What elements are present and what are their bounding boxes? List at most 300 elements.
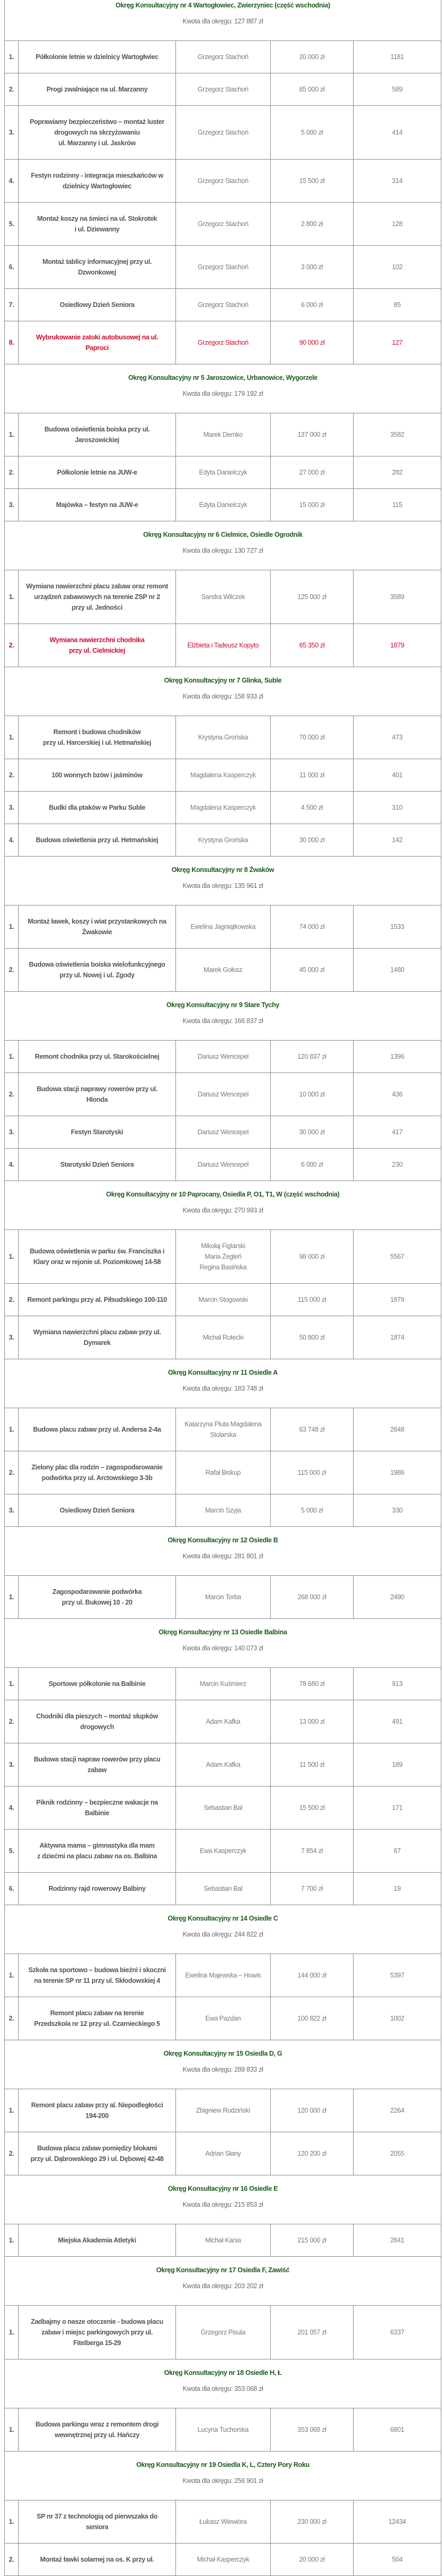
projects-table <box>4 0 441 2576</box>
district-budget: Kwota dla okręgu: 281 801 zł <box>182 1552 263 1560</box>
project-author: Dariusz Wencepel <box>176 1116 271 1149</box>
project-row <box>5 1149 441 1181</box>
project-title: Budowa oświetlenia boiska przy ul. Jaroszowickiej <box>19 413 176 456</box>
project-votes: 2264 <box>354 2089 441 2132</box>
project-cost: 11 500 zł <box>271 1743 354 1786</box>
project-cost: 10 000 zł <box>271 1073 354 1116</box>
district-title: Okręg Konsultacyjny nr 15 Osiedla D, G <box>163 2050 282 2057</box>
project-row <box>5 1316 441 1359</box>
project-row <box>5 2306 441 2359</box>
project-row <box>5 2089 441 2132</box>
district-budget: Kwota dla okręgu: 270 993 zł <box>182 1207 263 1214</box>
project-cost: 215 000 zł <box>271 2224 354 2257</box>
project-author: Mikołaj Figlarski Maria Żegleń Regina Basińska <box>176 1230 271 1284</box>
project-votes: 189 <box>354 1743 441 1786</box>
project-number: 3. <box>5 489 19 521</box>
project-cost: 50 800 zł <box>271 1316 354 1359</box>
project-number: 6. <box>5 1873 19 1905</box>
project-title: Wymiana nawierzchni placu zabaw przy ul. Dymarek <box>19 1316 176 1359</box>
project-row <box>5 759 441 792</box>
projects-results-page <box>4 0 441 2576</box>
project-row <box>5 824 441 857</box>
project-number: 1. <box>5 2306 19 2359</box>
district-title: Okręg Konsultacyjny nr 13 Osiedle Balbina <box>158 1628 287 1636</box>
project-title: Remont parkingu przy al. Piłsudskiego 100-110 <box>19 1284 176 1316</box>
project-number: 4. <box>5 160 19 203</box>
project-cost: 3 000 zł <box>271 246 354 289</box>
project-number: 7. <box>5 289 19 321</box>
project-votes: 230 <box>354 1149 441 1181</box>
project-number: 5. <box>5 1830 19 1873</box>
project-votes: 3582 <box>354 413 441 456</box>
project-author: Zbigniew Rudziński <box>176 2089 271 2132</box>
district-title: Okręg Konsultacyjny nr 19 Osiedla K, L, Cztery Pory Roku <box>136 2461 309 2469</box>
project-title: Półkolonie letnie w dzielnicy Wartogłwiec <box>19 41 176 73</box>
project-number: 1. <box>5 41 19 73</box>
project-votes: 1181 <box>354 41 441 73</box>
project-author: Ewa Pazdan <box>176 1997 271 2040</box>
project-title: Wymiana nawierzchni placu zabaw oraz remont urządzeń zabawowych na terenie ZSP nr 2 przy ul. Jedności <box>19 570 176 624</box>
district-header-row <box>5 0 441 41</box>
project-author: Adam Kafka <box>176 1700 271 1743</box>
project-votes: 171 <box>354 1786 441 1830</box>
project-row <box>5 456 441 489</box>
project-author: Krystyna Grońska <box>176 716 271 759</box>
project-cost: 90 000 zł <box>271 321 354 364</box>
project-number: 1. <box>5 1230 19 1284</box>
project-number: 1. <box>5 905 19 949</box>
district-header <box>5 1359 441 1408</box>
project-row <box>5 41 441 73</box>
district-budget: Kwota dla okręgu: 353 068 zł <box>182 2385 263 2392</box>
project-number: 3. <box>5 792 19 824</box>
project-number: 2. <box>5 949 19 992</box>
project-cost: 120 000 zł <box>271 2089 354 2132</box>
project-author: Sebastian Bal <box>176 1786 271 1830</box>
project-title: Budowa oświetlenia przy ul. Hetmańskiej <box>19 824 176 857</box>
project-row <box>5 1743 441 1786</box>
district-budget: Kwota dla okręgu: 179 192 zł <box>182 390 263 397</box>
project-title: Budowa placu zabaw przy ul. Andersa 2-4a <box>19 1408 176 1451</box>
district-title: Okręg Konsultacyjny nr 4 Wartogłowiec, Zwierzyniec (część wschodnia) <box>115 2 330 9</box>
project-number: 1. <box>5 1408 19 1451</box>
district-budget: Kwota dla okręgu: 166 837 zł <box>182 1017 263 1025</box>
project-author: Rafał Biskup <box>176 1451 271 1494</box>
project-author: Grzegorz Stachoń <box>176 246 271 289</box>
district-header <box>5 364 441 413</box>
district-header <box>5 2040 441 2089</box>
project-votes: 417 <box>354 1116 441 1149</box>
projects-table-body <box>5 0 441 2576</box>
project-title: Wybrukowanie zatoki autobusowej na ul. Paproci <box>19 321 176 364</box>
project-votes: 102 <box>354 246 441 289</box>
project-cost: 7 854 zł <box>271 1830 354 1873</box>
project-number: 2. <box>5 1284 19 1316</box>
project-title: Zielony plac dla rodzin – zagospodarowanie podwórka przy ul. Arctowskiego 3-3b <box>19 1451 176 1494</box>
project-votes: 401 <box>354 759 441 792</box>
project-votes: 85 <box>354 289 441 321</box>
project-title: Remont placu zabaw na terenie Przedszkola nr 12 przy ul. Czarnieckiego 5 <box>19 1997 176 2040</box>
project-number: 1. <box>5 2500 19 2544</box>
district-budget: Kwota dla okręgu: 203 202 zł <box>182 2282 263 2290</box>
district-title: Okręg Konsultacyjny nr 17 Osiedla F, Zawiść <box>156 2266 290 2274</box>
project-title: Zagospodarowanie podwórka przy ul. Bukowej 10 - 20 <box>19 1576 176 1619</box>
project-votes: 2841 <box>354 2224 441 2257</box>
project-row <box>5 570 441 624</box>
project-votes: 2055 <box>354 2132 441 2175</box>
project-cost: 144 000 zł <box>271 1954 354 1997</box>
project-title: Wymiana nawierzchni chodnika przy ul. Cielmickiej <box>19 624 176 667</box>
project-cost: 65 000 zł <box>271 73 354 106</box>
project-row <box>5 1451 441 1494</box>
project-author: Marcin Szyja <box>176 1494 271 1527</box>
project-cost: 45 000 zł <box>271 949 354 992</box>
district-header <box>5 667 441 716</box>
project-number: 4. <box>5 824 19 857</box>
project-title: Budowa oświetlenia boiska wielofunkcyjnego przy ul. Nowej i ul. Zgody <box>19 949 176 992</box>
project-number: 2. <box>5 2132 19 2175</box>
district-header-row <box>5 1181 441 1230</box>
project-number: 3. <box>5 1116 19 1149</box>
project-row <box>5 2132 441 2175</box>
project-votes: 1879 <box>354 1284 441 1316</box>
district-budget: Kwota dla okręgu: 158 933 zł <box>182 693 263 700</box>
project-row <box>5 203 441 246</box>
project-author: Ewelina Jagniątkowska <box>176 905 271 949</box>
district-header <box>5 2175 441 2224</box>
project-row <box>5 1284 441 1316</box>
project-row <box>5 792 441 824</box>
project-row <box>5 2408 441 2452</box>
project-number: 3. <box>5 1494 19 1527</box>
project-author: Ewa Kasperczyk <box>176 1830 271 1873</box>
project-author: Michał Kania <box>176 2224 271 2257</box>
project-author: Katarzyna Pluta Magdalena Stolarska <box>176 1408 271 1451</box>
district-header-row <box>5 2257 441 2306</box>
project-votes: 127 <box>354 321 441 364</box>
project-number: 1. <box>5 716 19 759</box>
project-row <box>5 1494 441 1527</box>
project-author: Edyta Danielczyk <box>176 489 271 521</box>
project-title: Rodzinny rajd rowerowy Balbiny <box>19 1873 176 1905</box>
project-author: Marcin Torba <box>176 1576 271 1619</box>
project-title: Chodniki dla pieszych – montaż słupków drogowych <box>19 1700 176 1743</box>
project-author: Krystyna Grońska <box>176 824 271 857</box>
district-header <box>5 1181 441 1230</box>
project-author: Lucyna Tuchorska <box>176 2408 271 2452</box>
project-cost: 5 000 zł <box>271 1494 354 1527</box>
project-row <box>5 624 441 667</box>
project-cost: 120 200 zł <box>271 2132 354 2175</box>
project-cost: 27 000 zł <box>271 456 354 489</box>
project-row <box>5 1230 441 1284</box>
project-cost: 78 680 zł <box>271 1668 354 1700</box>
project-title: Półkolonie letnie na JUW-e <box>19 456 176 489</box>
project-row <box>5 1408 441 1451</box>
project-title: Montaż ławki solarnej na os. K przy ul. <box>19 2544 176 2576</box>
project-cost: 115 000 zł <box>271 1284 354 1316</box>
project-votes: 19 <box>354 1873 441 1905</box>
district-title: Okręg Konsultacyjny nr 7 Glinka, Suble <box>164 677 282 684</box>
project-votes: 414 <box>354 106 441 160</box>
project-row <box>5 246 441 289</box>
project-cost: 125 000 zł <box>271 570 354 624</box>
district-title: Okręg Konsultacyjny nr 16 Osiedle E <box>167 2185 278 2192</box>
project-votes: 282 <box>354 456 441 489</box>
project-votes: 491 <box>354 1700 441 1743</box>
project-row <box>5 949 441 992</box>
project-votes: 330 <box>354 1494 441 1527</box>
project-title: Festyn Starotyski <box>19 1116 176 1149</box>
project-votes: 1879 <box>354 624 441 667</box>
project-cost: 15 500 zł <box>271 160 354 203</box>
project-cost: 115 000 zł <box>271 1451 354 1494</box>
district-header-row <box>5 1619 441 1668</box>
project-row <box>5 1073 441 1116</box>
district-header-row <box>5 521 441 570</box>
district-header <box>5 857 441 905</box>
district-header-row <box>5 364 441 413</box>
project-votes: 504 <box>354 2544 441 2576</box>
district-header <box>5 2452 441 2500</box>
project-number: 2. <box>5 2544 19 2576</box>
project-cost: 11 000 zł <box>271 759 354 792</box>
district-budget: Kwota dla okręgu: 127 887 zł <box>182 18 263 25</box>
project-cost: 100 822 zł <box>271 1997 354 2040</box>
project-votes: 6801 <box>354 2408 441 2452</box>
district-budget: Kwota dla okręgu: 215 853 zł <box>182 2201 263 2208</box>
project-author: Łukasz Wiewióra <box>176 2500 271 2544</box>
project-author: Sebastian Bal <box>176 1873 271 1905</box>
project-author: Grzegorz Stachoń <box>176 289 271 321</box>
project-row <box>5 1830 441 1873</box>
project-title: Budki dla ptaków w Parku Suble <box>19 792 176 824</box>
project-votes: 1874 <box>354 1316 441 1359</box>
project-number: 4. <box>5 1786 19 1830</box>
district-header-row <box>5 1905 441 1954</box>
project-row <box>5 1700 441 1743</box>
project-title: Remont chodnika przy ul. Starokościelnej <box>19 1041 176 1073</box>
district-header <box>5 992 441 1041</box>
project-author: Grzegorz Stachoń <box>176 41 271 73</box>
project-cost: 201 057 zł <box>271 2306 354 2359</box>
district-title: Okręg Konsultacyjny nr 10 Paprocany, Osiedla P, O1, T1, W (część wschodnia) <box>106 1191 340 1198</box>
project-cost: 74 000 zł <box>271 905 354 949</box>
project-votes: 67 <box>354 1830 441 1873</box>
district-title: Okręg Konsultacyjny nr 9 Stare Tychy <box>166 1001 280 1009</box>
project-number: 1. <box>5 413 19 456</box>
project-votes: 5397 <box>354 1954 441 1997</box>
district-header-row <box>5 1527 441 1576</box>
project-title: Remont i budowa chodników przy ul. Harcerskiej i ul. Hetmańskiej <box>19 716 176 759</box>
project-cost: 6 000 zł <box>271 1149 354 1181</box>
project-number: 1. <box>5 570 19 624</box>
project-title: Montaż tablicy informacyjnej przy ul. Dzwonkowej <box>19 246 176 289</box>
project-row <box>5 2544 441 2576</box>
project-title: Poprawiamy bezpieczeństwo – montaż luster drogowych na skrzyżowaniu ul. Marzanny i ul. Jaskrów <box>19 106 176 160</box>
project-cost: 137 000 zł <box>271 413 354 456</box>
district-header <box>5 0 441 41</box>
district-title: Okręg Konsultacyjny nr 8 Żwaków <box>171 866 274 874</box>
project-row <box>5 2500 441 2544</box>
project-title: Remont placu zabaw przy al. Niepodległości 194-200 <box>19 2089 176 2132</box>
district-header <box>5 1905 441 1954</box>
project-cost: 15 500 zł <box>271 1786 354 1830</box>
project-row <box>5 716 441 759</box>
project-votes: 1396 <box>354 1041 441 1073</box>
project-title: Festyn rodzinny - integracja mieszkańców w dzielnicy Wartogłowiec <box>19 160 176 203</box>
district-header-row <box>5 857 441 905</box>
project-author: Adrian Słany <box>176 2132 271 2175</box>
project-title: Osiedlowy Dzień Seniora <box>19 1494 176 1527</box>
project-number: 1. <box>5 1576 19 1619</box>
project-number: 3. <box>5 106 19 160</box>
project-author: Grzegorz Stachoń <box>176 106 271 160</box>
project-cost: 4 500 zł <box>271 792 354 824</box>
project-votes: 1533 <box>354 905 441 949</box>
project-number: 1. <box>5 2408 19 2452</box>
project-row <box>5 489 441 521</box>
project-cost: 268 000 zł <box>271 1576 354 1619</box>
project-number: 1. <box>5 2089 19 2132</box>
project-author: Grzegorz Stachoń <box>176 203 271 246</box>
project-row <box>5 413 441 456</box>
project-votes: 3589 <box>354 570 441 624</box>
project-cost: 20 000 zł <box>271 41 354 73</box>
project-cost: 30 000 zł <box>271 1116 354 1149</box>
project-number: 2. <box>5 1700 19 1743</box>
project-row <box>5 321 441 364</box>
project-votes: 2490 <box>354 1576 441 1619</box>
project-number: 1. <box>5 2224 19 2257</box>
project-row <box>5 106 441 160</box>
project-number: 5. <box>5 203 19 246</box>
project-votes: 6337 <box>354 2306 441 2359</box>
project-author: Grzegorz Pisula <box>176 2306 271 2359</box>
project-title: Montaż ławek, koszy i wiat przystankowych na Żwakowie <box>19 905 176 949</box>
district-header-row <box>5 992 441 1041</box>
project-number: 1. <box>5 1954 19 1997</box>
project-title: Piknik rodzinny – bezpieczne wakacje na Balbinie <box>19 1786 176 1830</box>
project-author: Grzegorz Stachoń <box>176 73 271 106</box>
project-author: Sandra Wilczek <box>176 570 271 624</box>
project-title: Progi zwalniające na ul. Marzanny <box>19 73 176 106</box>
project-author: Grzegorz Stachoń <box>176 160 271 203</box>
project-title: Majówka – festyn na JUW-e <box>19 489 176 521</box>
project-number: 3. <box>5 1316 19 1359</box>
project-number: 6. <box>5 246 19 289</box>
project-votes: 2848 <box>354 1408 441 1451</box>
project-cost: 2 800 zł <box>271 203 354 246</box>
district-header-row <box>5 2452 441 2500</box>
district-header <box>5 2359 441 2408</box>
project-author: Michał Kasperczyk <box>176 2544 271 2576</box>
project-row <box>5 1668 441 1700</box>
district-title: Okręg Konsultacyjny nr 12 Osiedle B <box>167 1536 278 1544</box>
project-cost: 20 000 zł <box>271 2544 354 2576</box>
project-title: Starotyski Dzień Seniora <box>19 1149 176 1181</box>
project-number: 2. <box>5 624 19 667</box>
project-author: Dariusz Wencepel <box>176 1149 271 1181</box>
district-header <box>5 521 441 570</box>
district-budget: Kwota dla okręgu: 289 833 zł <box>182 2066 263 2073</box>
project-cost: 65 350 zł <box>271 624 354 667</box>
project-votes: 5567 <box>354 1230 441 1284</box>
project-votes: 913 <box>354 1668 441 1700</box>
project-title: SP nr 37 z technologią od pierwszaka do seniora <box>19 2500 176 2544</box>
project-row <box>5 1786 441 1830</box>
project-votes: 473 <box>354 716 441 759</box>
project-row <box>5 160 441 203</box>
project-number: 2. <box>5 456 19 489</box>
project-row <box>5 1116 441 1149</box>
project-row <box>5 73 441 106</box>
project-title: Zadbajmy o nasze otoczenie - budowa placu zabaw i miejsc parkingowych przy ul. Fitelberga 15-29 <box>19 2306 176 2359</box>
project-row <box>5 1873 441 1905</box>
project-number: 3. <box>5 1743 19 1786</box>
project-votes: 1480 <box>354 949 441 992</box>
project-author: Marcin Kuśmierz <box>176 1668 271 1700</box>
project-title: Miejska Akademia Atletyki <box>19 2224 176 2257</box>
district-header-row <box>5 1359 441 1408</box>
project-title: Sportowe półkolonie na Balbinie <box>19 1668 176 1700</box>
project-title: Osiedlowy Dzień Seniora <box>19 289 176 321</box>
project-author: Michał Rutecki <box>176 1316 271 1359</box>
district-header-row <box>5 2359 441 2408</box>
project-votes: 310 <box>354 792 441 824</box>
project-author: Grzegorz Stachoń <box>176 321 271 364</box>
project-title: 100 wonnych bzów i jaśminów <box>19 759 176 792</box>
project-number: 1. <box>5 1041 19 1073</box>
project-title: Aktywna mama – gimnastyka dla mam z dziećmi na placu zabaw na os. Balbina <box>19 1830 176 1873</box>
project-number: 8. <box>5 321 19 364</box>
project-votes: 115 <box>354 489 441 521</box>
project-row <box>5 1041 441 1073</box>
district-header-row <box>5 667 441 716</box>
project-votes: 436 <box>354 1073 441 1116</box>
project-row <box>5 1997 441 2040</box>
project-number: 1. <box>5 1668 19 1700</box>
project-votes: 589 <box>354 73 441 106</box>
project-author: Elżbieta i Tadeusz Kopyto <box>176 624 271 667</box>
project-title: Budowa parkingu wraz z remontem drogi wewnętrznej przy ul. Hańczy <box>19 2408 176 2452</box>
project-author: Magdalena Kasperczyk <box>176 792 271 824</box>
project-votes: 128 <box>354 203 441 246</box>
project-votes: 12434 <box>354 2500 441 2544</box>
project-title: Budowa stacji napraw rowerów przy placu zabaw <box>19 1743 176 1786</box>
project-title: Montaż koszy na śmieci na ul. Stokrotek i ul. Dziewanny <box>19 203 176 246</box>
project-author: Magdalena Kasperczyk <box>176 759 271 792</box>
district-header-row <box>5 2040 441 2089</box>
project-cost: 70 000 zł <box>271 716 354 759</box>
project-cost: 30 000 zł <box>271 824 354 857</box>
district-header <box>5 1619 441 1668</box>
project-cost: 5 000 zł <box>271 106 354 160</box>
project-title: Budowa oświetlenia w parku św. Franciszka i Klary oraz w rejonie ul. Poziomkowej 14-58 <box>19 1230 176 1284</box>
project-row <box>5 2224 441 2257</box>
district-budget: Kwota dla okręgu: 140 073 zł <box>182 1644 263 1652</box>
project-title: Szkoła na sportowo – budowa bieżni i skoczni na terenie SP nr 11 przy ul. Skłodowskiej 4 <box>19 1954 176 1997</box>
project-cost: 13 000 zł <box>271 1700 354 1743</box>
district-budget: Kwota dla okręgu: 244 822 zł <box>182 1931 263 1938</box>
project-cost: 120 837 zł <box>271 1041 354 1073</box>
project-author: Marek Gołosz <box>176 949 271 992</box>
district-title: Okręg Konsultacyjny nr 6 Cielmice, Osiedle Ogrodnik <box>143 531 303 538</box>
project-votes: 142 <box>354 824 441 857</box>
district-header-row <box>5 2175 441 2224</box>
project-row <box>5 289 441 321</box>
project-author: Marek Demko <box>176 413 271 456</box>
